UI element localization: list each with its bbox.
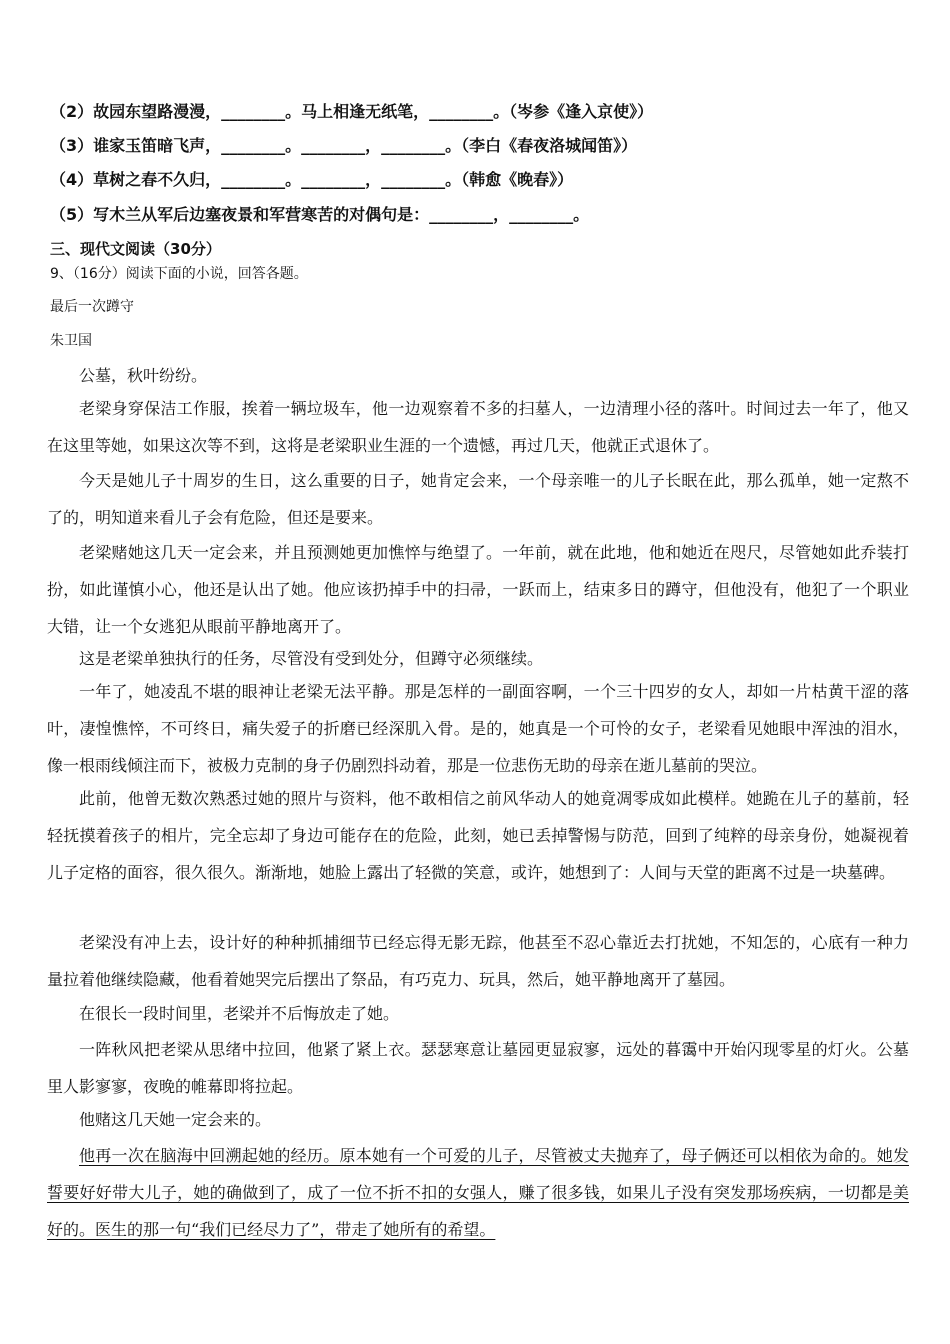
story-paragraph: 公墓，秋叶纷纷。 — [79, 366, 208, 385]
story-paragraph: 老梁身穿保洁工作服，挨着一辆垃圾车，他一边观察着不多的扫墓人，一边清理小径的落叶。时间过去一年了，他又在这里等她，如果这次等不到，这将是老梁职业生涯的一个遗憾，再过几天，他就正式退休了。 — [47, 399, 909, 455]
question-line-2: （2）故园东望路漫漫，________。马上相逢无纸笔，________。（岑参《逢入京使》） — [50, 102, 654, 121]
question-line-5: （5）写木兰从军后边塞夜景和军营寒苦的对偶句是：________，________。 — [50, 205, 590, 224]
story-paragraph: 他赌这几天她一定会来的。 — [79, 1110, 272, 1129]
story-paragraph: 老梁没有冲上去，设计好的种种抓捕细节已经忘得无影无踪，他甚至不忍心靠近去打扰她，不知怎的，心底有一种力量拉着他继续隐藏，他看着她哭完后摆出了祭品，有巧克力、玩具，然后，她平静地离开了墓园。 — [47, 933, 909, 989]
story-paragraph: 今天是她儿子十周岁的生日，这么重要的日子，她肯定会来，一个母亲唯一的儿子长眠在此，那么孤单，她一定熬不了的，明知道来看儿子会有危险，但还是要来。 — [47, 471, 909, 527]
story-paragraph: 老梁赌她这几天一定会来，并且预测她更加憔悴与绝望了。一年前，就在此地，他和她近在咫尺，尽管她如此乔装打扮，如此谨慎小心，他还是认出了她。他应该扔掉手中的扫帚，一跃而上，结束多日的蹲守，但他没有，他犯了一个职业大错，让一个女逃犯从眼前平静地离开了。 — [47, 543, 909, 636]
story-title: 最后一次蹲守 — [50, 299, 134, 315]
story-paragraph: 此前，他曾无数次熟悉过她的照片与资料，他不敢相信之前风华动人的她竟凋零成如此模样。她跪在儿子的墓前，轻轻抚摸着孩子的相片，完全忘却了身边可能存在的危险，此刻，她已丢掉警惕与防范，回到了纯粹的母亲身份，她凝视着儿子定格的面容，很久很久。渐渐地，她脸上露出了轻微的笑意，或许，她想到了：人间与天堂的距离不过是一块墓碑。 — [47, 789, 909, 882]
story-paragraph: 这是老梁单独执行的任务，尽管没有受到处分，但蹲守必须继续。 — [79, 649, 544, 668]
question-line-3: （3）谁家玉笛暗飞声，________。________，________。（李白《春夜洛城闻笛》） — [50, 136, 638, 155]
question-line-4: （4）草树之春不久归，________。________，________。（韩愈《晚春》） — [50, 170, 574, 189]
section-heading: 三、现代文阅读（30分） — [50, 240, 221, 258]
story-paragraph: 一阵秋风把老梁从思绪中拉回，他紧了紧上衣。瑟瑟寒意让墓园更显寂寥，远处的暮霭中开始闪现零星的灯火。公墓里人影寥寥，夜晚的帷幕即将拉起。 — [47, 1040, 909, 1096]
question-intro: 9、（16分）阅读下面的小说，回答各题。 — [50, 266, 308, 282]
story-paragraph: 一年了，她凌乱不堪的眼神让老梁无法平静。那是怎样的一副面容啊，一个三十四岁的女人，却如一片枯黄干涩的落叶，凄惶憔悴，不可终日，痛失爱子的折磨已经深肌入骨。是的，她真是一个可怜的女子，老梁看见她眼中浑浊的泪水，像一根雨线倾注而下，被极力克制的身子仍剧烈抖动着，那是一位悲伤无助的母亲在逝儿墓前的哭泣。 — [47, 682, 909, 775]
story-paragraph: 在很长一段时间里，老梁并不后悔放走了她。 — [79, 1004, 400, 1023]
story-paragraph-underlined: 他再一次在脑海中回溯起她的经历。原本她有一个可爱的儿子，尽管被丈夫抛弃了，母子俩还可以相依为命的。她发誓要好好带大儿子，她的确做到了，成了一位不折不扣的女强人，赚了很多钱，如果儿子没有突发那场疾病，一切都是美好的。医生的那一句“我们已经尽力了”，带走了她所有的希望。 — [47, 1146, 909, 1239]
story-author: 朱卫国 — [50, 333, 92, 349]
